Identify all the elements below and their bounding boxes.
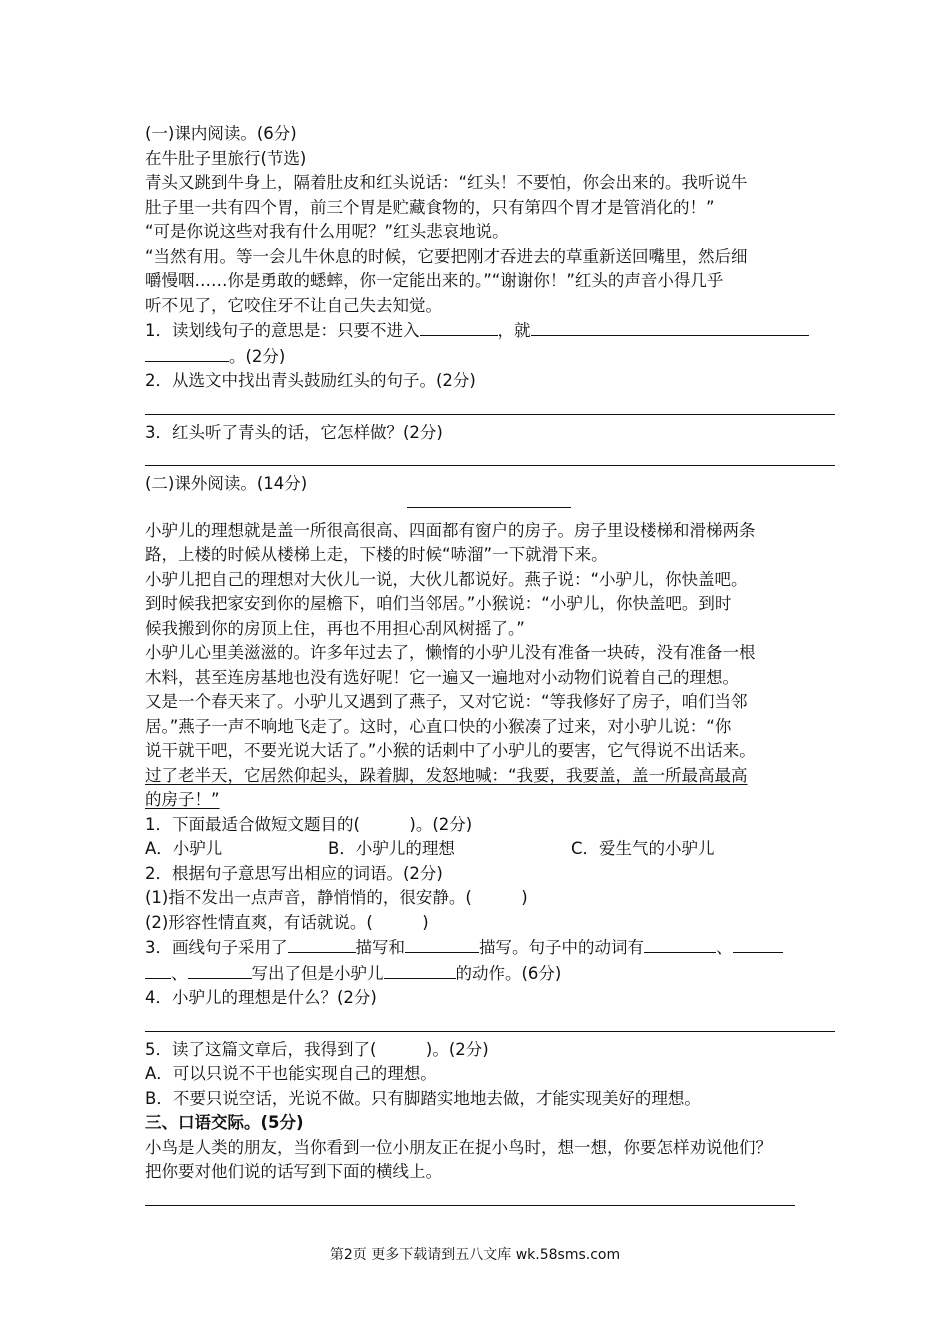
passage-line: 青头又跳到牛身上，隔着肚皮和红头说话：“红头！不要怕，你会出来的。我听说牛: [145, 173, 748, 192]
answer-blank[interactable]: [531, 318, 809, 336]
section2-passage: [145, 519, 860, 813]
passage-line: 小驴儿心里美滋滋的。许多年过去了，懒惰的小驴儿没有准备一块砖，没有准备一根: [145, 643, 756, 662]
answer-line[interactable]: [145, 394, 835, 415]
passage-line: 木料，甚至连房基地也没有选好呢！它一遍又一遍地对小动物们说着自己的理想。: [145, 667, 739, 687]
s2-question-5: 5．读了这篇文章后，我得到了( )。(2分): [145, 1039, 489, 1059]
s2-question-3-cont: [145, 961, 860, 987]
section3-heading: 三、口语交际。(5分): [145, 1113, 304, 1132]
section3-prompt-line: 小鸟是人类的朋友，当你看到一位小朋友正在捉小鸟时，想一想，你要怎样劝说他们？: [145, 1137, 772, 1157]
page-footer: 第2页 更多下载请到五八文库 wk.58sms.com: [329, 1247, 621, 1263]
passage-line: 候我搬到你的房顶上住，再也不用担心刮风树摇了。”: [145, 618, 525, 638]
question-text: 描写。句子中的动词有: [479, 938, 644, 957]
underlined-sentence: 过了老半天，它居然仰起头，跺着脚，发怒地喊：“我要，我要盖，盖一所最高最高: [145, 765, 748, 785]
s1-question-2: 2．从选文中找出青头鼓励红头的句子。(2分): [145, 371, 476, 390]
section1-passage-title: 在牛肚子里旅行(节选): [145, 148, 307, 168]
title-blank[interactable]: [145, 497, 860, 519]
question-text: 、: [171, 963, 188, 983]
s2-question-1: 1．下面最适合做短文题目的( )。(2分): [145, 814, 473, 834]
s2-question-3: [145, 935, 860, 961]
answer-blank[interactable]: [420, 318, 498, 336]
question-text: 。(2分): [229, 346, 286, 366]
passage-line: 肚子里一共有四个胃，前三个胃是贮藏食物的，只有第四个胃才是管消化的！”: [145, 197, 715, 217]
question-text: 、: [716, 938, 733, 957]
answer-blank[interactable]: [188, 961, 252, 979]
passage-line: 到时候我把家安到你的屋檐下，咱们当邻居。”小猴说：“小驴儿，你快盖吧。到时: [145, 594, 732, 613]
passage-line: 说干就干吧，不要光说大话了。”小猴的话刺中了小驴儿的要害，它气得说不出话来。: [145, 741, 756, 760]
s2-question-5-option-a[interactable]: A．可以只说不干也能实现自己的理想。: [145, 1064, 437, 1083]
passage-line: 听不见了，它咬住牙不让自己失去知觉。: [145, 295, 442, 315]
option-a[interactable]: A．小驴儿: [145, 839, 223, 858]
answer-blank[interactable]: [733, 935, 783, 953]
section2-heading: (二)课外阅读。(14分): [145, 474, 308, 493]
passage-line: 居。”燕子一声不响地飞走了。这时，心直口快的小猴凑了过来，对小驴儿说：“你: [145, 716, 732, 736]
passage-line: 小驴儿的理想就是盖一所很高很高、四面都有窗户的房子。房子里设楼梯和滑梯两条: [145, 520, 756, 540]
answer-blank[interactable]: [288, 935, 356, 953]
s2-question-4: 4．小驴儿的理想是什么？(2分): [145, 988, 377, 1007]
s2-question-2: 2．根据句子意思写出相应的词语。(2分): [145, 863, 443, 883]
underlined-sentence: 的房子！”: [145, 790, 220, 809]
passage-line: 又是一个春天来了。小驴儿又遇到了燕子，又对它说：“等我修好了房子，咱们当邻: [145, 692, 748, 711]
answer-line[interactable]: [145, 1011, 835, 1032]
question-text: 3．画线句子采用了: [145, 938, 288, 957]
question-text: 写出了但是小驴儿: [251, 963, 384, 983]
s2-question-2-2: (2)形容性情直爽，有话就说。( ): [145, 912, 429, 932]
section1-heading: (一)课内阅读。(6分): [145, 124, 297, 143]
answer-line[interactable]: [145, 1185, 795, 1206]
s2-question-5-option-b[interactable]: B．不要只说空话，光说不做。只有脚踏实地地去做，才能实现美好的理想。: [145, 1088, 701, 1108]
passage-line: 嚼慢咽……你是勇敢的蟋蟀，你一定能出来的。”“谢谢你！”红头的声音小得几乎: [145, 271, 724, 290]
answer-blank[interactable]: [405, 935, 479, 953]
answer-blank[interactable]: [145, 961, 171, 979]
s2-question-1-options: [145, 837, 860, 862]
passage-line: 路，上楼的时候从楼梯上走，下楼的时候“哧溜”一下就滑下来。: [145, 545, 608, 564]
s1-question-1-cont: [145, 344, 860, 370]
answer-blank[interactable]: [644, 935, 716, 953]
option-b[interactable]: B．小驴儿的理想: [328, 839, 455, 858]
section3-prompt-line: 把你要对他们说的话写到下面的横线上。: [145, 1162, 442, 1181]
question-text: ，就: [497, 321, 531, 340]
answer-line[interactable]: [145, 445, 835, 466]
s1-question-3: 3．红头听了青头的话，它怎样做？(2分): [145, 422, 443, 442]
s1-question-1: [145, 318, 860, 344]
question-text: 描写和: [355, 938, 405, 957]
passage-line: “当然有用。等一会儿牛休息的时候，它要把刚才吞进去的草重新送回嘴里，然后细: [145, 246, 748, 266]
section1-passage: [145, 171, 860, 318]
passage-line: 小驴儿把自己的理想对大伙儿一说，大伙儿都说好。燕子说：“小驴儿，你快盖吧。: [145, 569, 748, 589]
s2-question-2-1: (1)指不发出一点声音，静悄悄的，很安静。( ): [145, 888, 528, 907]
question-text: 1．读划线句子的意思是：只要不进入: [145, 321, 420, 340]
page-content: [145, 122, 860, 1212]
question-text: 的动作。(6分): [455, 963, 562, 983]
passage-line: “可是你说这些对我有什么用呢？”红头悲哀地说。: [145, 222, 509, 241]
option-c[interactable]: C．爱生气的小驴儿: [571, 839, 715, 858]
answer-blank[interactable]: [384, 961, 456, 979]
answer-blank[interactable]: [145, 344, 229, 362]
